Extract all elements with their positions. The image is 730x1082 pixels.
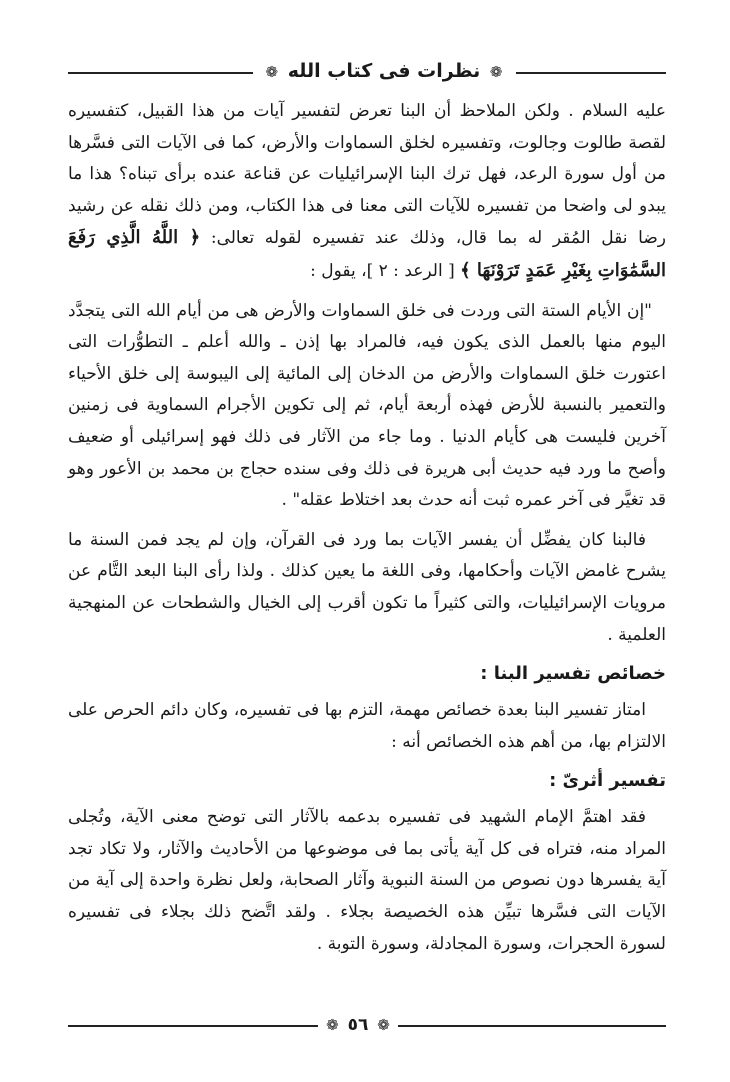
page-number-block bbox=[320, 1012, 396, 1038]
ornament-icon: ❁ bbox=[377, 1016, 390, 1034]
header-rule-left bbox=[68, 72, 253, 74]
page-footer bbox=[68, 1012, 666, 1038]
page-body bbox=[68, 96, 666, 968]
paragraph-3: فالبنا كان يفضِّل أن يفسر الآيات بما ورد فى القرآن، وإن لم يجد فمن السنة ما يشرح غامض الآيات وأحكامها، وفى اللغة ما يعين كذلك . ولذا رأى البنا البعد التَّام عن مرويات الإسرائيليات، والتى كثيراً ما تكون أقرب إلى الخيال والشطحات عن المنهجية العلمية . bbox=[68, 529, 666, 645]
page-number: ٥٦ bbox=[347, 1015, 369, 1035]
paragraph-5: فقد اهتمَّ الإمام الشهيد فى تفسيره بدعمه بالآثار التى توضح معنى الآية، وتُجلى المراد منه، فتراه فى كل آية يأتى بما فى موضوعها من الأحاديث والآثار، ولا تكاد تجد آية يفسرها دون نصوص من السنة النبوية وآثار الصحابة، ولعل نظرة واحدة إلى آية من الآيات التى فسَّرها تبيِّن هذه الخصيصة بجلاء . ولقد اتَّضح ذلك بجلاء فى تفسيره لسورة الحجرات، وسورة المجادلة، وسورة التوبة . bbox=[68, 807, 666, 954]
paragraph-1 bbox=[68, 96, 666, 288]
running-title: نظرات فى كتاب الله bbox=[287, 60, 481, 82]
ornament-icon: ❁ bbox=[326, 1016, 339, 1034]
quoted-passage: "إن الأيام الستة التى وردت فى خلق السماوات والأرض هى من أيام الله التى يتجدَّد اليوم منها بالعمل الذى يكون فيه، فالمراد بها إذن ـ والله أعلم ـ التطوُّرات التى اعتورت خلق السماوات والأرض من الدخان إلى المائية إلى اليبوسة إلى خلق الأحياء والتعمير بالنسبة للأرض فهذه أربعة أيام، ثم إلى تكوين الأجرام السماوية فى زمنين آخرين فليست هى كأيام الدنيا . وما جاء من الآثار فى ذلك فهو إسرائيلى أو ضعيف وأصح ما ورد فيه حديث أبى هريرة فى ذلك وفى سنده حجاج بن محمد بن الأعور وهو قد تغيَّر فى آخر عمره ثبت أنه حدث بعد اختلاط عقله" . bbox=[68, 300, 666, 511]
paragraph-1-text: عليه السلام . ولكن الملاحظ أن البنا تعرض لتفسير آيات من هذا القبيل، كتفسيره لقصة طالوت وجالوت، وتفسيره لخلق السماوات والأرض، كما فى الآيات التى فسَّرها من أول سورة الرعد، فهل ترك البنا الإسرائيليات عن قناعة عنده برأى تبناه؟ هذا ما يبدو لى واضحا من تفسيره للآيات التى معنا فى هذا الكتاب، ومن ذلك نقله عن رشيد رضا نقل المُقر له بما قال، وذلك عند تفسيره لقوله تعالى: bbox=[68, 101, 667, 249]
verse-reference: [ الرعد : ٢ ]، يقول : bbox=[310, 260, 455, 281]
subsection-heading: تفسير أثرىّ : bbox=[549, 770, 666, 792]
ornament-icon: ❁ bbox=[489, 62, 503, 81]
running-head bbox=[68, 58, 666, 84]
header-rule-right bbox=[516, 72, 666, 74]
ornament-icon: ❁ bbox=[265, 62, 279, 81]
quran-verse: ﴿ اللَّهُ الَّذِي رَفَعَ السَّمَٰوَاتِ بِغَيْرِ عَمَدٍ تَرَوْنَهَا ﴾ bbox=[68, 227, 666, 281]
section-heading: خصائص تفسير البنا : bbox=[480, 663, 666, 685]
paragraph-4: امتاز تفسير البنا بعدة خصائص مهمة، التزم بها فى تفسيره، وكان دائم الحرص على الالتزام بها، من أهم هذه الخصائص أنه : bbox=[68, 700, 666, 752]
running-title-block bbox=[254, 58, 514, 85]
footer-rule-left bbox=[68, 1025, 318, 1027]
footer-rule-right bbox=[398, 1025, 666, 1027]
